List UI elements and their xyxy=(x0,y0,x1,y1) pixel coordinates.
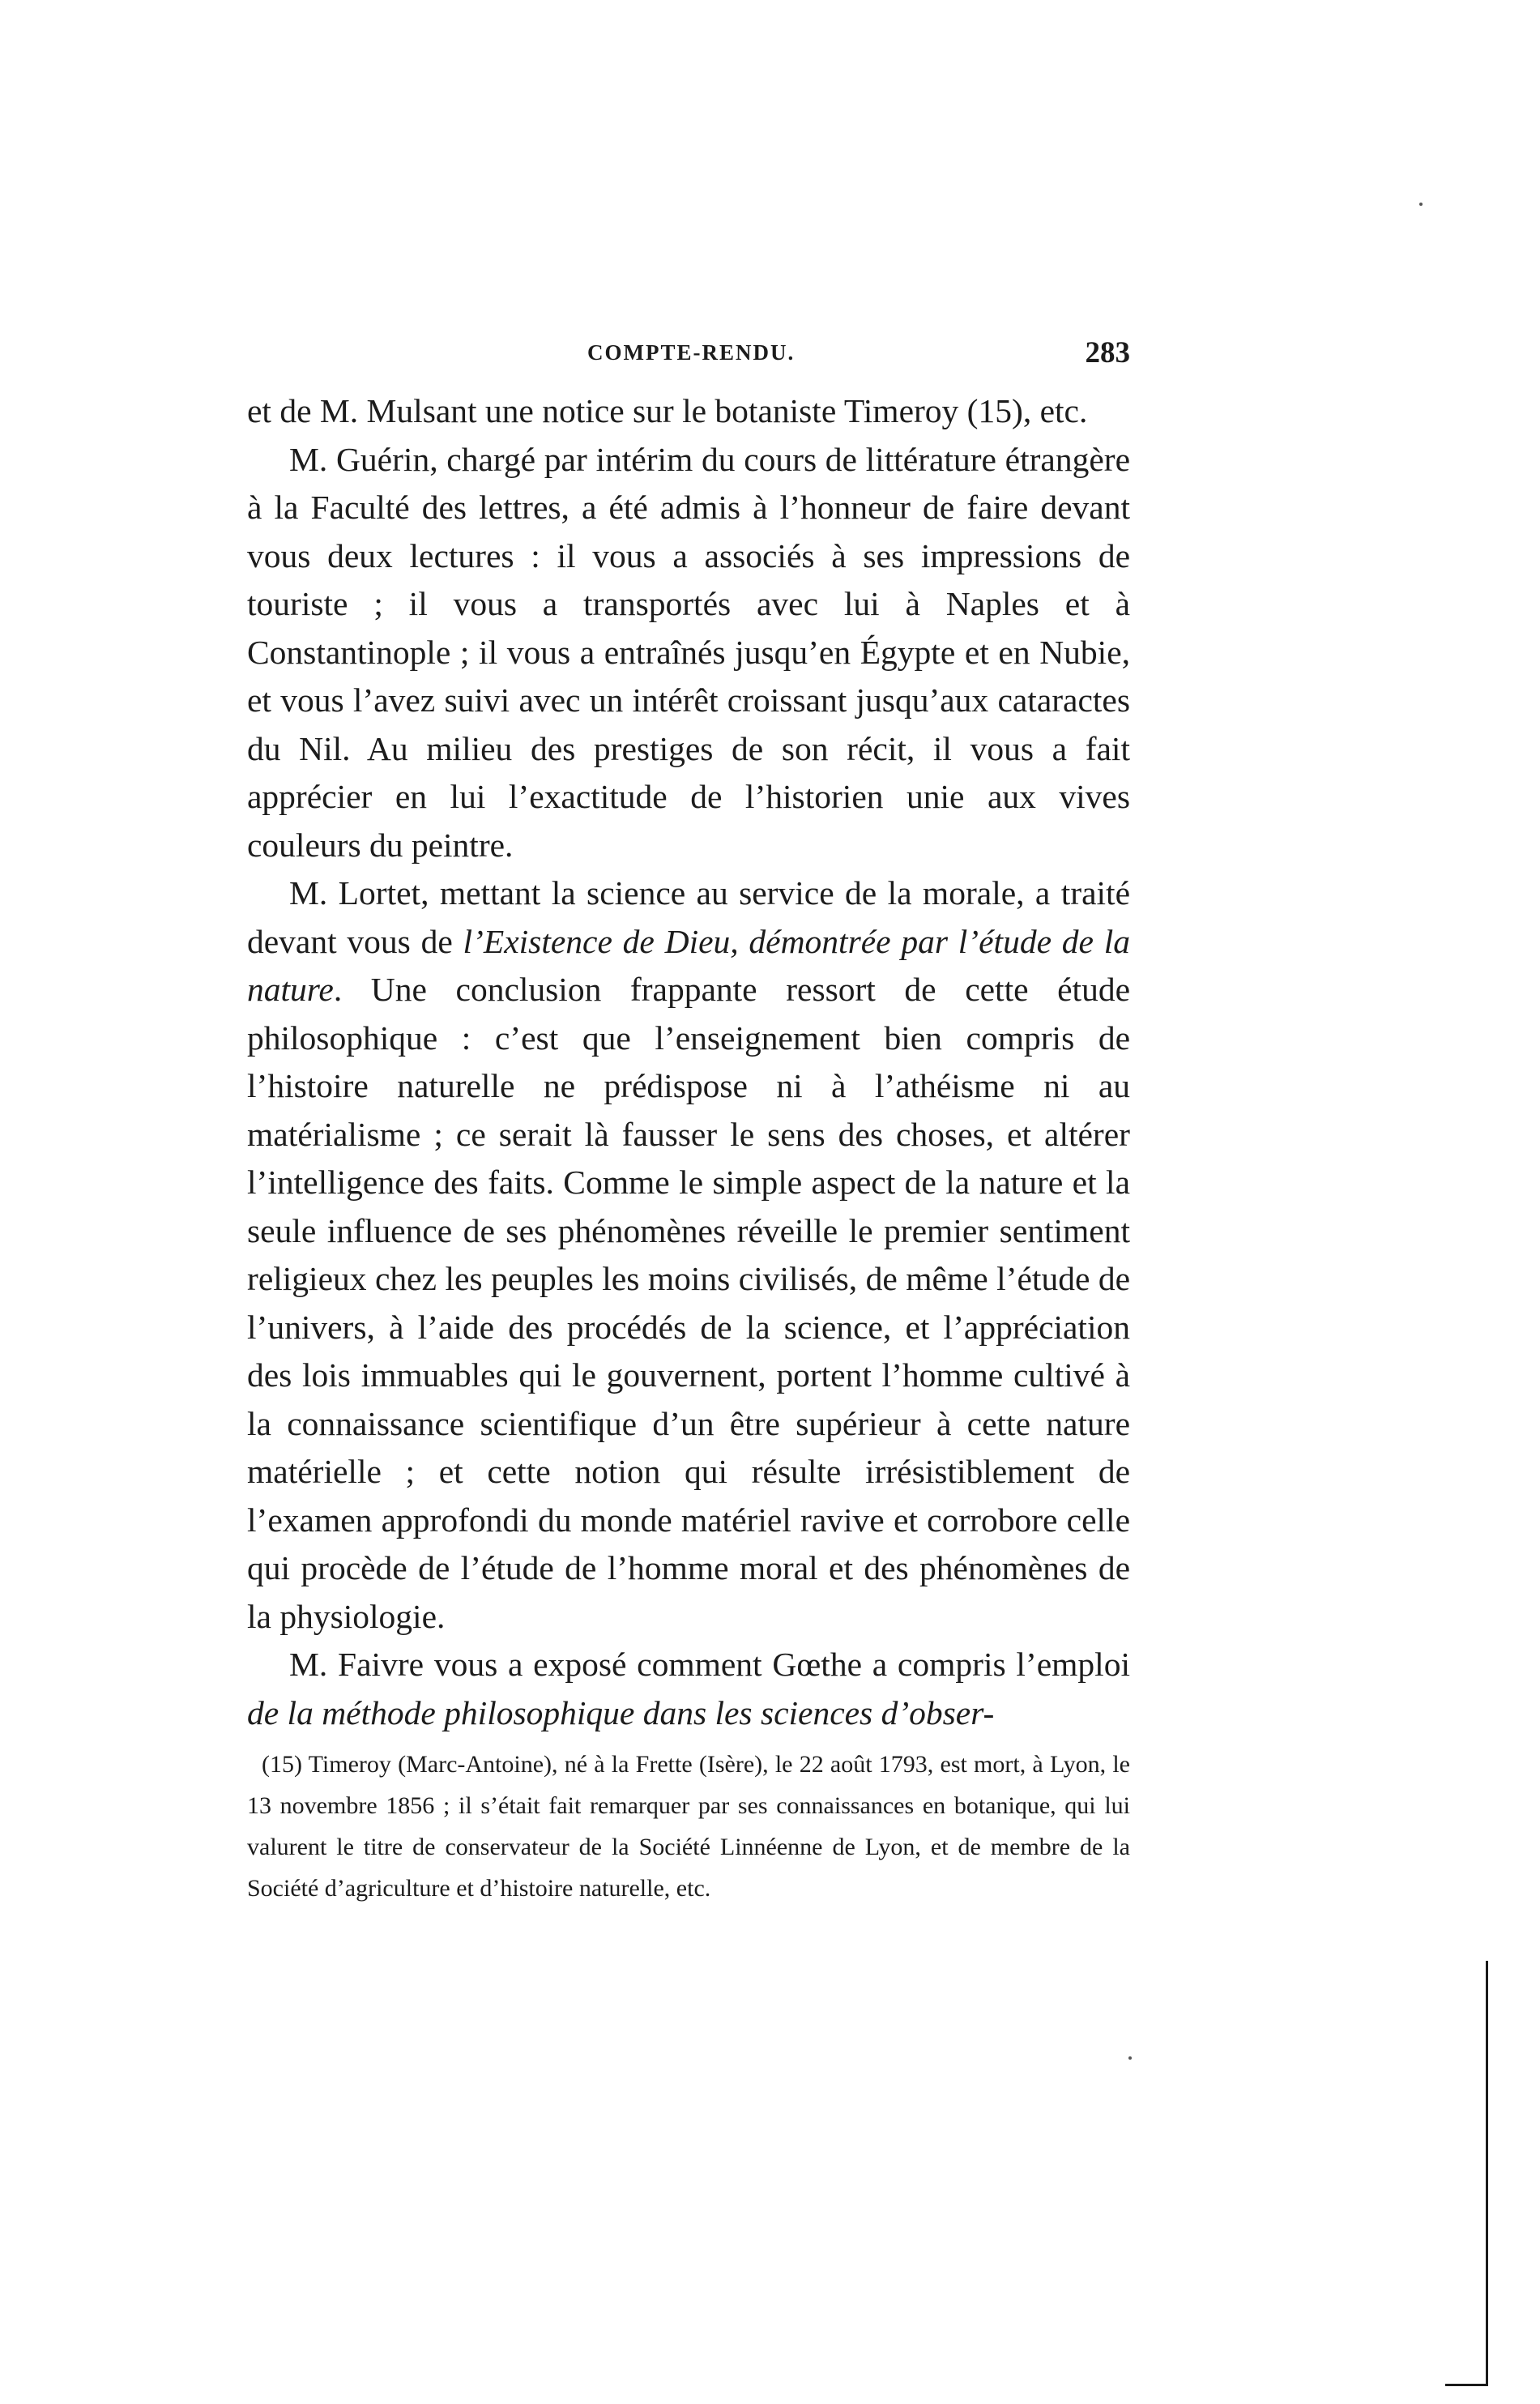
paragraph-lortet-text-end: . Une conclusion frappante ressort de cette étude philosophique : c’est que l’enseignement bien compris de l’histoire naturelle ne prédispose ni à l’athéisme ni au matérialisme ; ce serait là fausser le sens des choses, et altérer l’intelligence des faits. Comme le simple aspect de la nature et la seule influence de ses phénomènes réveille le premier sentiment religieux chez les peuples les moins civilisés, de même l’étude de l’univers, à l’aide des procédés de la science, et l’appréciation des lois immuables qui le gouvernent, portent l’homme cultivé à la connaissance scientifique d’un être supérieur à cette nature matérielle ; et cette notion qui résulte irrésistiblement de l’examen approfondi du monde matériel ravive et corrobore celle qui procède de l’étude de l’homme moral et des phénomènes de la physiologie. xyxy=(247,971,1130,1635)
main-text xyxy=(247,387,1130,1737)
page-number: 283 xyxy=(1085,336,1130,369)
paragraph-lortet-text-start: M. Lortet, mettant la science au service de la morale, a traité devant vous de xyxy=(247,874,1130,960)
paragraph-faivre xyxy=(247,1641,1130,1737)
paragraph-lortet xyxy=(247,869,1130,1641)
scan-edge-line-bottom xyxy=(1445,2384,1488,2386)
page-header xyxy=(247,336,1130,381)
paragraph-continuation: et de M. Mulsant une notice sur le botaniste Timeroy (15), etc. xyxy=(247,392,1088,429)
scan-speck xyxy=(1128,2056,1132,2060)
scan-speck xyxy=(1419,203,1423,206)
paragraph-faivre-text-start: M. Faivre vous a exposé comment Gœthe a compris l’emploi xyxy=(289,1646,1130,1683)
paragraph-guerin: M. Guérin, chargé par intérim du cours de littérature étrangère à la Faculté des lettres, a été admis à l’honneur de faire devant vous deux lectures : il vous a associés à ses impressions de touriste ; il vous a transportés avec lui à Naples et à Constantinople ; il vous a entraînés jusqu’en Égypte et en Nubie, et vous l’avez suivi avec un intérêt croissant jusqu’aux cataractes du Nil. Au milieu des prestiges de son récit, il vous a fait apprécier en lui l’exactitude de l’historien unie aux vives couleurs du peintre. xyxy=(247,440,1130,864)
footnote xyxy=(247,1744,1130,1909)
scan-edge-line xyxy=(1486,1961,1488,2386)
work-title-faivre: de la méthode philosophique dans les sciences d’obser- xyxy=(247,1693,995,1731)
work-title-lortet: l’Existence de Dieu, démontrée par l’étude de la nature xyxy=(247,922,1130,1008)
footnote-15: (15) Timeroy (Marc-Antoine), né à la Frette (Isère), le 22 août 1793, est mort, à Lyon, le 13 novembre 1856 ; il s’était fait remarquer par ses connaissances en botanique, qui lui valurent le titre de conservateur de la Société Linnéenne de Lyon, et de membre de la Société d’agriculture et d’histoire naturelle, etc. xyxy=(247,1751,1130,1902)
running-head: COMPTE-RENDU. xyxy=(587,340,796,365)
